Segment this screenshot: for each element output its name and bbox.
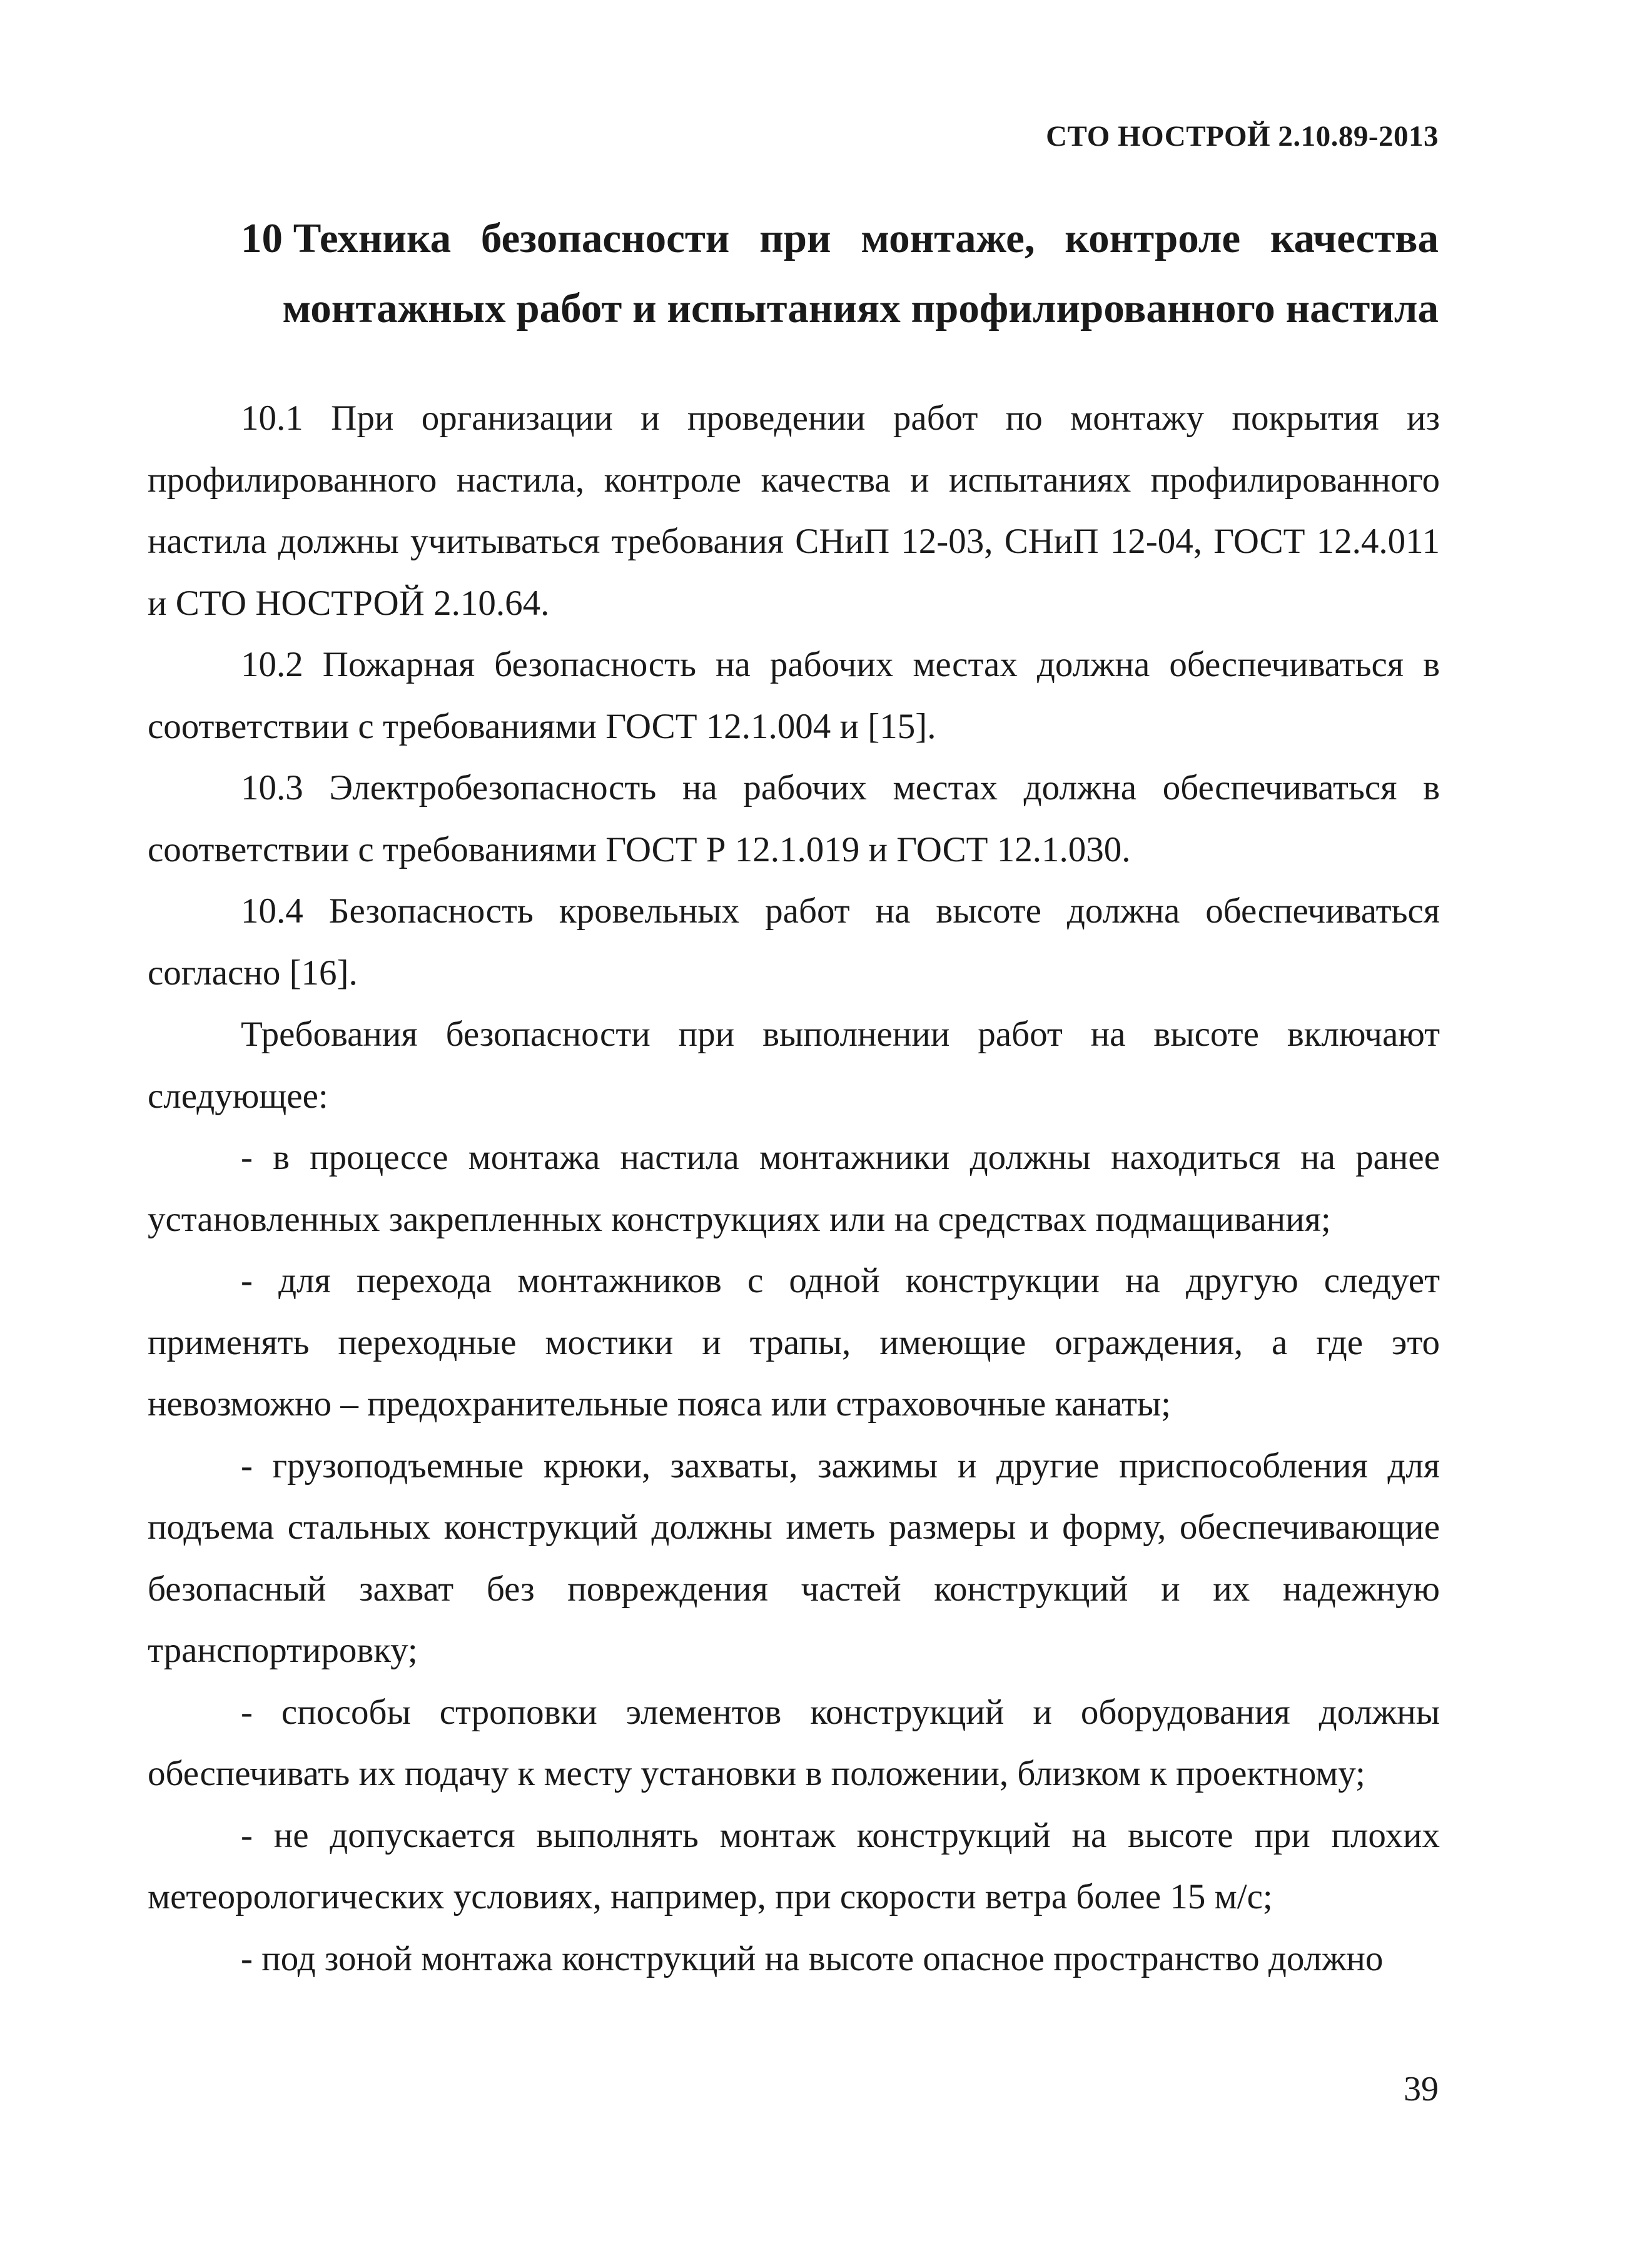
section-heading-line-1 — [241, 203, 1439, 273]
page-number: 39 — [1404, 2070, 1439, 2109]
list-item-requirement: - для перехода монтажников с одной конструкции на другую следует применять переходные мостики и трапы, имеющие ограждения, а где это невозможно – предохранительные пояса или страховочные канаты; — [148, 1261, 1440, 1424]
heading-word: Техника — [293, 215, 452, 261]
document-body — [148, 388, 1440, 1990]
list-item-requirement: - грузоподъемные крюки, захваты, зажимы и другие приспособления для подъема стальных конструкций должны иметь размеры и форму, обеспечивающие безопасный захват без повреждения частей конструкций и их надежную транспортировку; — [148, 1445, 1440, 1670]
document-code-header: СТО НОСТРОЙ 2.10.89-2013 — [1046, 120, 1439, 153]
section-heading-number-and-first-word — [241, 203, 451, 273]
list-item-requirement: - под зоной монтажа конструкций на высоте опасное пространство должно — [241, 1938, 1384, 1978]
heading-word: безопасности — [480, 215, 730, 261]
heading-word: контроле — [1065, 215, 1241, 261]
paragraph-10-3: 10.3 Электробезопасность на рабочих местах должна обеспечиваться в соответствии с требованиями ГОСТ Р 12.1.019 и ГОСТ 12.1.030. — [148, 768, 1440, 869]
section-heading-line-2: монтажных работ и испытаниях профилированного настила — [282, 285, 1439, 332]
list-item-requirement: - не допускается выполнять монтаж конструкций на высоте при плохих метеорологических условиях, например, при скорости ветра более 15 м/с; — [148, 1815, 1440, 1916]
paragraph-10-1: 10.1 При организации и проведении работ по монтажу покрытия из профилированного настила, контроле качества и испытаниях профилированного настила должны учитываться требования СНиП 12-03, СНиП 12-04, ГОСТ 12.4.011 и СТО НОСТРОЙ 2.10.64. — [148, 398, 1440, 623]
paragraph-10-2: 10.2 Пожарная безопасность на рабочих местах должна обеспечиваться в соответствии с требованиями ГОСТ 12.1.004 и [15]. — [148, 645, 1440, 746]
heading-word: при — [759, 215, 831, 261]
section-number: 10 — [241, 215, 283, 261]
list-item-requirement: - в процессе монтажа настила монтажники должны находиться на ранее установленных закрепленных конструкциях или на средствах подмащивания; — [148, 1138, 1440, 1239]
heading-word: качества — [1270, 215, 1439, 261]
list-item-requirement: - способы строповки элементов конструкций и оборудования должны обеспечивать их подачу к месту установки в положении, близком к проектному; — [148, 1692, 1440, 1793]
heading-word: монтаже, — [861, 215, 1035, 261]
paragraph-requirements-intro: Требования безопасности при выполнении работ на высоте включают следующее: — [148, 1015, 1440, 1116]
paragraph-10-4: 10.4 Безопасность кровельных работ на высоте должна обеспечиваться согласно [16]. — [148, 891, 1440, 993]
section-heading — [241, 203, 1439, 343]
